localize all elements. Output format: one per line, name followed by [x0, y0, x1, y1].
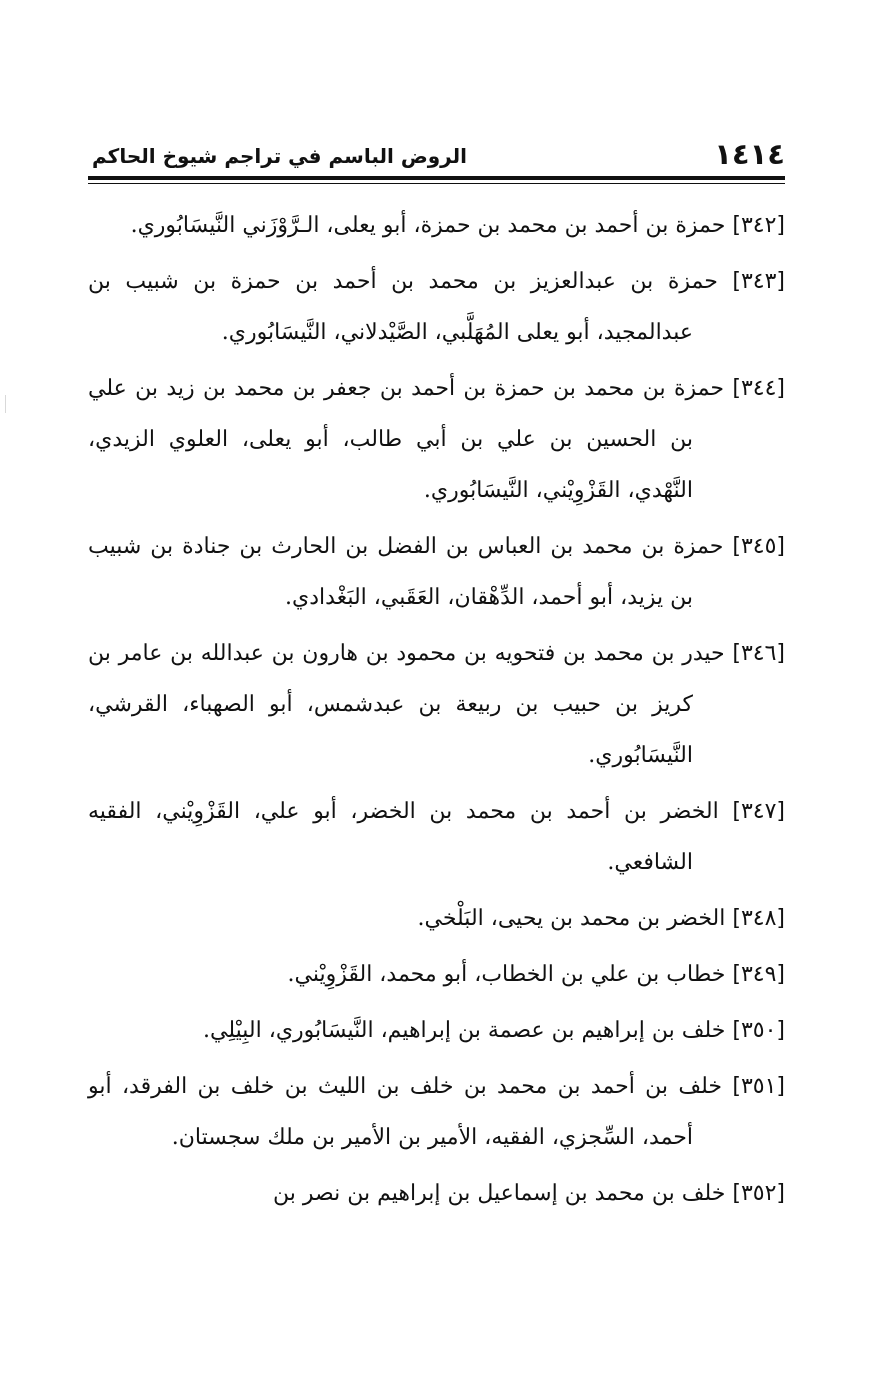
entry-number: [٣٤٩] [732, 962, 785, 987]
entry-number: [٣٤٦] [732, 641, 785, 666]
page-header [88, 136, 785, 176]
entry-344 [88, 363, 785, 516]
entry-352 [88, 1168, 785, 1219]
entry-number: [٣٥٢] [732, 1181, 785, 1206]
entry-346 [88, 628, 785, 781]
entry-text: الخضر بن محمد بن يحيى، البَلْخي. [417, 906, 726, 931]
entry-text: خلف بن إبراهيم بن عصمة بن إبراهيم، النَّيسَابُوري، البِيْلِي. [203, 1018, 726, 1043]
header-rule-thin [88, 183, 785, 184]
entry-text: حمزة بن محمد بن العباس بن الفضل بن الحارث بن جنادة بن شبيب بن يزيد، أبو أحمد، الدِّهْقان، العَقَبي، البَغْدادي. [88, 534, 724, 610]
page-number: ١٤١٤ [714, 137, 785, 171]
entry-349 [88, 949, 785, 1000]
entry-number: [٣٤٤] [732, 376, 785, 401]
entry-345 [88, 521, 785, 623]
entry-347 [88, 786, 785, 888]
entry-text: الخضر بن أحمد بن محمد بن الخضر، أبو علي، القَزْوِيْني، الفقيه الشافعي. [88, 799, 719, 875]
entry-342 [88, 200, 785, 251]
header-rule-thick [88, 176, 785, 180]
entry-text: خلف بن محمد بن إسماعيل بن إبراهيم بن نصر بن [273, 1181, 726, 1206]
entry-number: [٣٤٨] [732, 906, 785, 931]
entry-number: [٣٤٣] [732, 269, 785, 294]
entry-number: [٣٤٢] [732, 213, 785, 238]
entry-343 [88, 256, 785, 358]
entry-number: [٣٥١] [732, 1074, 785, 1099]
entry-348 [88, 893, 785, 944]
entry-text: حمزة بن عبدالعزيز بن محمد بن أحمد بن حمزة بن شبيب بن عبدالمجيد، أبو يعلى المُهَلَّبي، الصَّيْدلاني، النَّيسَابُوري. [88, 269, 718, 345]
entry-text: خلف بن أحمد بن محمد بن خلف بن الليث بن خلف بن الفرقد، أبو أحمد، السِّجزي، الفقيه، الأمير بن الأمير بن ملك سجستان. [88, 1074, 723, 1150]
entry-350 [88, 1005, 785, 1056]
entry-text: حمزة بن محمد بن حمزة بن أحمد بن جعفر بن محمد بن زيد بن علي بن الحسين بن علي بن أبي طالب، أبو يعلى، العلوي الزيدي، النَّهْدي، القَزْوِيْني، النَّيسَابُوري. [88, 376, 724, 503]
running-title: الروض الباسم في تراجم شيوخ الحاكم [92, 144, 467, 168]
entry-number: [٣٤٥] [732, 534, 785, 559]
scan-margin-mark [5, 395, 6, 413]
entry-number: [٣٤٧] [732, 799, 786, 824]
entry-text: حيدر بن محمد بن فتحويه بن محمود بن هارون بن عبدالله بن عامر بن كريز بن حبيب بن ربيعة بن عبدشمس، أبو الصهباء، القرشي، النَّيسَابُوري. [88, 641, 725, 768]
entry-number: [٣٥٠] [732, 1018, 785, 1043]
biography-entries [88, 200, 785, 1224]
entry-text: حمزة بن أحمد بن محمد بن حمزة، أبو يعلى، الـرَّوْزَني النَّيسَابُوري. [130, 213, 726, 238]
entry-351 [88, 1061, 785, 1163]
entry-text: خطاب بن علي بن الخطاب، أبو محمد، القَزْوِيْني. [287, 962, 726, 987]
